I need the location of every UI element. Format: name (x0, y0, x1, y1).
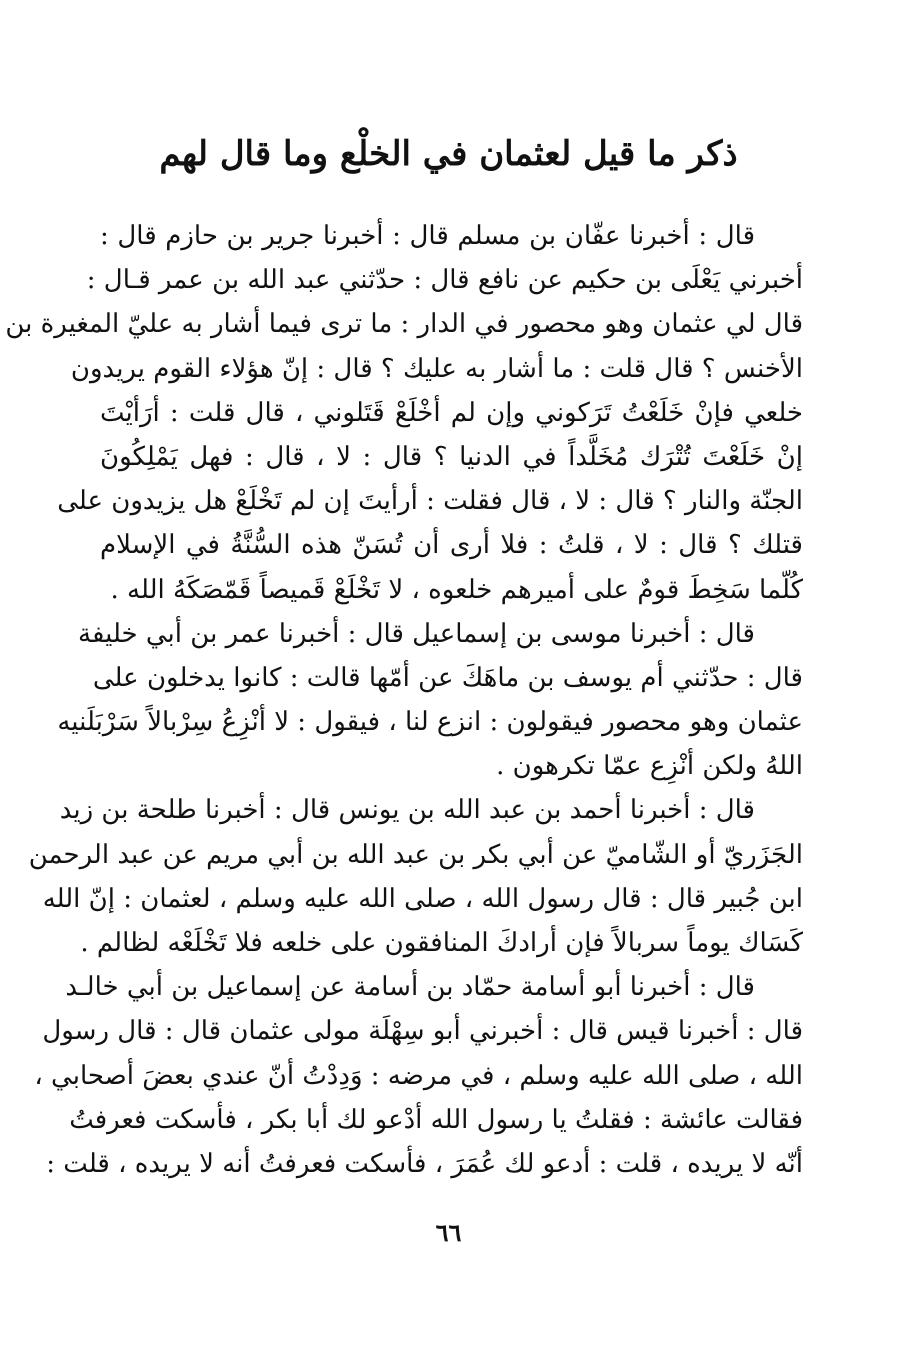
page-title: ذكر ما قيل لعثمان في الخلْع وما قال لهم (159, 134, 738, 174)
text-line: عثمان وهو محصور فيقولون : انزع لنا ، فيقول : لا أنْزِعُ سِرْبالاً سَرْبَلَنيه (57, 707, 803, 738)
text-line: قال : أخبرنا عفّان بن مسلم قال : أخبرنا جرير بن حازم قال : (100, 221, 755, 251)
text-line: قال : أخبرنا قيس قال : أخبرني أبو سِهْلَة مولى عثمان قال : قال رسول (42, 1016, 803, 1047)
text-line: أخبرني يَعْلَى بن حكيم عن نافع قال : حدّثني عبد الله بن عمر قـال : (86, 265, 803, 296)
body-text (5, 214, 803, 1186)
text-line: الأخنس ؟ قال قلت : ما أشار به عليك ؟ قال : إنّ هؤلاء القوم يريدون (70, 353, 803, 384)
text-line: قال : أخبرنا موسى بن إسماعيل قال : أخبرنا عمر بن أبي خليفة (78, 618, 755, 649)
text-line: الله ، صلى الله عليه وسلم ، في مرضه : وَدِدْتُ أنّ عندي بعضَ أصحابي ، (34, 1060, 803, 1091)
text-line: الجَزَريّ أو الشّاميّ عن أبي بكر بن عبد الله بن أبي مريم عن عبد الرحمن (28, 839, 803, 870)
text-line: قال لي عثمان وهو محصور في الدار : ما ترى فيما أشار به عليّ المغيرة بن (5, 309, 803, 340)
text-line: إنْ خَلَعْتَ تُتْرَك مُخَلَّداً في الدنيا ؟ قال : لا ، قال : فهل يَمْلِكُونَ (100, 441, 803, 472)
text-line: خلعي فإنْ خَلَعْتُ تَرَكوني وإن لم أخْلَعْ قَتَلوني ، قال قلت : أرَأيْتَ (100, 397, 803, 428)
text-line: قال : حدّثني أم يوسف بن ماهَكَ عن أمّها قالت : كانوا يدخلون على (92, 662, 803, 693)
paragraph-4 (34, 965, 803, 1186)
text-line: قال : أخبرنا أبو أسامة حمّاد بن أسامة عن إسماعيل بن أبي خالـد (65, 972, 755, 1003)
page-number: ٦٦ (435, 1218, 462, 1247)
text-line: الجنّة والنار ؟ قال : لا ، قال فقلت : أرأيتَ إن لم تَخْلَعْ هل يزيدون على (57, 486, 803, 517)
paragraph-2 (57, 612, 803, 789)
text-line: قتلك ؟ قال : لا ، قلتُ : فلا أرى أن تُسَنّ هذه السُّنَّةُ في الإسلام (100, 530, 803, 561)
text-line: كَسَاك يوماً سربالاً فإن أرادكَ المنافقون على خلعه فلا تَخْلَعْه لظالم . (80, 928, 803, 958)
text-line: أنّه لا يريده ، قلت : أدعو لك عُمَرَ ، فأسكت فعرفتُ أنه لا يريده ، قلت : (46, 1148, 803, 1179)
text-line: اللهُ ولكن أنْزِع عمّا تكرهون . (496, 751, 803, 782)
text-line: ابن جُبير قال : قال رسول الله ، صلى الله عليه وسلم ، لعثمان : إنّ الله (42, 883, 803, 914)
text-line: قال : أخبرنا أحمد بن عبد الله بن يونس قال : أخبرنا طلحة بن زيد (59, 795, 755, 826)
paragraph-1 (5, 214, 803, 612)
paragraph-3 (28, 788, 803, 965)
text-line: كُلّما سَخِطَ قومٌ على أميرهم خلعوه ، لا تَخْلَعْ قَميصاً قَمّصَكَهُ الله . (110, 574, 803, 605)
text-line: فقالت عائشة : فقلتُ يا رسول الله أدْعو لك أبا بكر ، فأسكت فعرفتُ (69, 1104, 803, 1135)
